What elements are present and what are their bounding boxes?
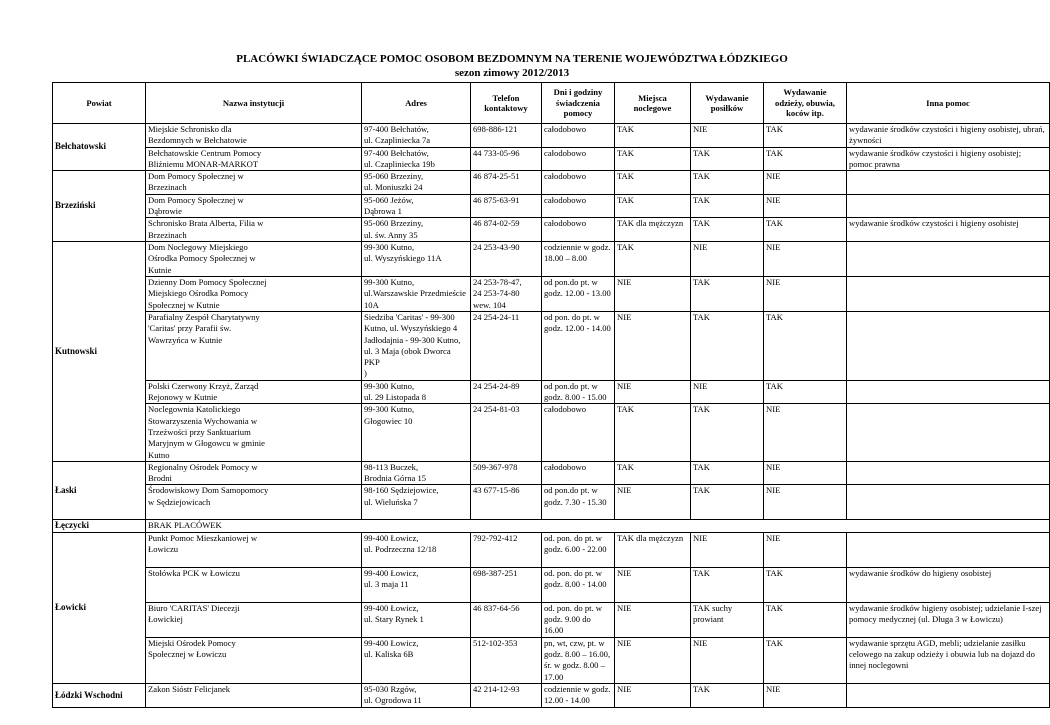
table-cell: 95-060 Brzeziny, ul. św. Anny 35 bbox=[362, 218, 471, 242]
table-cell: Parafialny Zespół Charytatywny 'Caritas' przy Parafii św. Wawrzyńca w Kutnie bbox=[146, 311, 362, 380]
table-cell: 99-400 Łowicz, ul. Podrzeczna 12/18 bbox=[362, 532, 471, 567]
column-header: Adres bbox=[362, 83, 471, 124]
table-cell: TAK bbox=[691, 683, 764, 707]
table-cell: NIE bbox=[615, 311, 691, 380]
table-row bbox=[53, 404, 1050, 461]
powiat-cell: Łódzki Wschodni bbox=[53, 683, 146, 707]
table-cell: 46 875-63-91 bbox=[471, 194, 542, 218]
table-cell: TAK bbox=[691, 147, 764, 171]
column-header: Powiat bbox=[53, 83, 146, 124]
table-cell: TAK bbox=[615, 171, 691, 195]
powiat-cell: Kutnowski bbox=[53, 241, 146, 461]
table-cell: całodobowo bbox=[542, 194, 615, 218]
table-cell: 95-060 Jeżów, Dąbrowa 1 bbox=[362, 194, 471, 218]
table-cell bbox=[847, 683, 1050, 707]
table-row bbox=[53, 241, 1050, 276]
table-cell: NIE bbox=[764, 404, 847, 461]
table-cell: 97-400 Bełchatów, ul. Czapliniecka 7a bbox=[362, 124, 471, 148]
table-cell: TAK bbox=[764, 124, 847, 148]
table-cell: TAK bbox=[691, 218, 764, 242]
table-cell: NIE bbox=[764, 485, 847, 520]
document-title: PLACÓWKI ŚWIADCZĄCE POMOC OSOBOM BEZDOMNYM NA TERENIE WOJEWÓDZTWA ŁÓDZKIEGO bbox=[236, 53, 788, 65]
table-cell: 792-792-412 bbox=[471, 532, 542, 567]
table-cell: 43 677-15-86 bbox=[471, 485, 542, 520]
table-cell: 95-060 Brzeziny, ul. Moniuszki 24 bbox=[362, 171, 471, 195]
table-cell: Miejski Ośrodek Pomocy Społecznej w Łowiczu bbox=[146, 637, 362, 683]
table-cell: całodobowo bbox=[542, 124, 615, 148]
table-cell bbox=[847, 380, 1050, 404]
table-row bbox=[53, 194, 1050, 218]
powiat-cell: Łowicki bbox=[53, 532, 146, 683]
table-cell: TAK bbox=[615, 461, 691, 485]
table-cell: TAK suchy prowiant bbox=[691, 602, 764, 637]
table-cell: TAK bbox=[691, 276, 764, 311]
table-cell: 97-400 Bełchatów, ul. Czapliniecka 19b bbox=[362, 147, 471, 171]
table-cell: wydawanie środków do higieny osobistej bbox=[847, 567, 1050, 602]
table-cell: NIE bbox=[764, 194, 847, 218]
table-row bbox=[53, 461, 1050, 485]
table-cell: 44 733-05-96 bbox=[471, 147, 542, 171]
table-cell: TAK bbox=[764, 380, 847, 404]
table-cell: TAK bbox=[691, 311, 764, 380]
table-cell: Biuro 'CARITAS' Diecezji Łowickiej bbox=[146, 602, 362, 637]
table-cell: Miejskie Schronisko dla Bezdomnych w Bełchatowie bbox=[146, 124, 362, 148]
table-cell: TAK bbox=[691, 485, 764, 520]
table-row bbox=[53, 683, 1050, 707]
table-cell: 24 254-24-89 bbox=[471, 380, 542, 404]
table-row bbox=[53, 485, 1050, 520]
table-cell: 95-030 Rzgów, ul. Ogrodowa 11 bbox=[362, 683, 471, 707]
table-row bbox=[53, 311, 1050, 380]
table-cell: TAK bbox=[615, 124, 691, 148]
table-cell: TAK bbox=[691, 404, 764, 461]
table-cell: 99-400 Łowicz, ul. Kaliska 6B bbox=[362, 637, 471, 683]
table-cell: od pon. do pt. w godz. 12.00 - 14.00 bbox=[542, 311, 615, 380]
table-cell: Zakon Sióstr Felicjanek bbox=[146, 683, 362, 707]
table-cell: 46 874-25-51 bbox=[471, 171, 542, 195]
table-cell: TAK bbox=[691, 461, 764, 485]
table-cell: wydawanie środków czystości i higieny osobistej bbox=[847, 218, 1050, 242]
table-cell: Dom Noclegowy Miejskiego Ośrodka Pomocy Społecznej w Kutnie bbox=[146, 241, 362, 276]
table-cell: od. pon. do pt. w godz. 8.00 - 14.00 bbox=[542, 567, 615, 602]
table-cell: 24 254-81-03 bbox=[471, 404, 542, 461]
table-cell: 24 253-78-47, 24 253-74-80 wew. 104 bbox=[471, 276, 542, 311]
table-cell: Stołówka PCK w Łowiczu bbox=[146, 567, 362, 602]
table-cell: TAK bbox=[764, 147, 847, 171]
table-cell bbox=[847, 311, 1050, 380]
table-row bbox=[53, 520, 1050, 532]
facilities-table bbox=[52, 82, 1050, 708]
table-cell: NIE bbox=[615, 683, 691, 707]
table-cell: 509-367-978 bbox=[471, 461, 542, 485]
table-cell: NIE bbox=[691, 637, 764, 683]
column-header: Inna pomoc bbox=[847, 83, 1050, 124]
table-cell: od. pon. do pt. w godz. 6.00 - 22.00 bbox=[542, 532, 615, 567]
table-cell: 46 837-64-56 bbox=[471, 602, 542, 637]
table-cell: TAK bbox=[764, 311, 847, 380]
table-cell: 42 214-12-93 bbox=[471, 683, 542, 707]
table-row bbox=[53, 147, 1050, 171]
table-row bbox=[53, 532, 1050, 567]
powiat-cell: Bełchatowski bbox=[53, 124, 146, 171]
table-cell: TAK bbox=[615, 404, 691, 461]
table-cell: 46 874-02-59 bbox=[471, 218, 542, 242]
table-cell: TAK dla mężczyzn bbox=[615, 218, 691, 242]
table-cell bbox=[847, 194, 1050, 218]
table-cell: 99-300 Kutno, Głogowiec 10 bbox=[362, 404, 471, 461]
table-row bbox=[53, 380, 1050, 404]
table-cell: Noclegownia Katolickiego Stowarzyszenia Wychowania w Trzeźwości przy Sanktuarium Maryjnym w Głogowcu w gminie Kutno bbox=[146, 404, 362, 461]
table-cell: codziennie w godz. 18.00 – 8.00 bbox=[542, 241, 615, 276]
table-cell: TAK bbox=[691, 171, 764, 195]
table-cell: NIE bbox=[691, 380, 764, 404]
table-body bbox=[53, 124, 1050, 708]
table-cell: TAK bbox=[764, 567, 847, 602]
table-cell: NIE bbox=[691, 532, 764, 567]
column-header: Nazwa instytucji bbox=[146, 83, 362, 124]
table-cell: 24 253-43-90 bbox=[471, 241, 542, 276]
table-cell: 98-160 Sędziejowice, ul. Wieluńska 7 bbox=[362, 485, 471, 520]
table-cell: Środowiskowy Dom Samopomocy w Sędziejowicach bbox=[146, 485, 362, 520]
table-cell bbox=[847, 171, 1050, 195]
table-cell: wydawanie środków czystości i higieny osobistej, ubrań, żywności bbox=[847, 124, 1050, 148]
table-cell: całodobowo bbox=[542, 147, 615, 171]
table-cell: TAK bbox=[764, 218, 847, 242]
table-cell: NIE bbox=[691, 124, 764, 148]
table-cell: NIE bbox=[615, 567, 691, 602]
table-cell: 698-387-251 bbox=[471, 567, 542, 602]
table-cell: NIE bbox=[615, 602, 691, 637]
table-cell: 698-886-121 bbox=[471, 124, 542, 148]
powiat-cell: Łaski bbox=[53, 461, 146, 520]
table-cell: 512-102-353 bbox=[471, 637, 542, 683]
table-cell: wydawanie środków czystości i higieny osobistej; pomoc prawna bbox=[847, 147, 1050, 171]
table-cell: TAK bbox=[615, 147, 691, 171]
table-row bbox=[53, 218, 1050, 242]
table-cell: NIE bbox=[615, 637, 691, 683]
column-header: Wydawanie posiłków bbox=[691, 83, 764, 124]
table-cell: Bełchatowskie Centrum Pomocy Bliźniemu MONAR-MARKOT bbox=[146, 147, 362, 171]
column-header: Dni i godziny świadczenia pomocy bbox=[542, 83, 615, 124]
column-header: Wydawanie odzieży, obuwia, koców itp. bbox=[764, 83, 847, 124]
table-cell: NIE bbox=[764, 532, 847, 567]
table-row bbox=[53, 602, 1050, 637]
table-cell bbox=[847, 461, 1050, 485]
table-cell: TAK bbox=[764, 602, 847, 637]
table-cell: Polski Czerwony Krzyż, Zarząd Rejonowy w Kutnie bbox=[146, 380, 362, 404]
document-subtitle: sezon zimowy 2012/2013 bbox=[454, 67, 570, 79]
table-cell: TAK bbox=[615, 194, 691, 218]
table-row bbox=[53, 276, 1050, 311]
table-cell: 99-400 Łowicz, ul. 3 maja 11 bbox=[362, 567, 471, 602]
table-cell: NIE bbox=[764, 276, 847, 311]
table-cell: Schronisko Brata Alberta, Filia w Brzezinach bbox=[146, 218, 362, 242]
table-cell: 99-300 Kutno, ul. 29 Listopada 8 bbox=[362, 380, 471, 404]
table-cell bbox=[847, 404, 1050, 461]
table-cell: pn, wt, czw, pt. w godz. 8.00 – 16.00, śr. w godz. 8.00 – 17.00 bbox=[542, 637, 615, 683]
table-cell: TAK bbox=[691, 194, 764, 218]
table-cell: całodobowo bbox=[542, 461, 615, 485]
table-cell: Regionalny Ośrodek Pomocy w Brodni bbox=[146, 461, 362, 485]
table-cell: 99-400 Łowicz, ul. Stary Rynek 1 bbox=[362, 602, 471, 637]
table-cell: 99-300 Kutno, ul.Warszawskie Przedmieście 10A bbox=[362, 276, 471, 311]
table-cell: od pon.do pt. w godz. 7.30 - 15.30 bbox=[542, 485, 615, 520]
table-cell: Punkt Pomoc Mieszkaniowej w Łowiczu bbox=[146, 532, 362, 567]
table-header-row bbox=[53, 83, 1050, 124]
table-cell: 24 254-24-11 bbox=[471, 311, 542, 380]
table-cell: Dzienny Dom Pomocy Społecznej Miejskiego Ośrodka Pomocy Społecznej w Kutnie bbox=[146, 276, 362, 311]
table-cell: TAK dla mężczyzn bbox=[615, 532, 691, 567]
table-cell: całodobowo bbox=[542, 218, 615, 242]
table-cell bbox=[847, 532, 1050, 567]
table-cell: NIE bbox=[764, 461, 847, 485]
table-cell: 98-113 Buczek, Brodnia Górna 15 bbox=[362, 461, 471, 485]
table-cell: TAK bbox=[615, 241, 691, 276]
table-row bbox=[53, 124, 1050, 148]
table-row bbox=[53, 567, 1050, 602]
table-cell: NIE bbox=[615, 485, 691, 520]
table-cell: wydawanie sprzętu AGD, mebli; udzielanie zasiłku celowego na zakup odzieży i obuwia lub na dojazd do innej noclegowni bbox=[847, 637, 1050, 683]
table-cell: od pon.do pt. w godz. 12.00 - 13.00 bbox=[542, 276, 615, 311]
table-cell: Siedziba 'Caritas' - 99-300 Kutno, ul. Wyszyńskiego 4 Jadłodajnia - 99-300 Kutno, ul. 3 Maja (obok Dworca PKP ) bbox=[362, 311, 471, 380]
table-cell: wydawanie środków higieny osobistej; udzielanie I-szej pomocy medycznej (ul. Długa 3 w Łowiczu) bbox=[847, 602, 1050, 637]
no-facilities-note: BRAK PLACÓWEK bbox=[146, 520, 1050, 532]
table-cell: od. pon. do pt. w godz. 9.00 do 16.00 bbox=[542, 602, 615, 637]
table-cell: TAK bbox=[764, 637, 847, 683]
table-row bbox=[53, 637, 1050, 683]
table-cell: NIE bbox=[615, 380, 691, 404]
table-cell: NIE bbox=[764, 241, 847, 276]
powiat-cell: Łęczycki bbox=[53, 520, 146, 532]
table-cell: codziennie w godz. 12.00 - 14.00 bbox=[542, 683, 615, 707]
table-cell: TAK bbox=[691, 567, 764, 602]
table-cell: NIE bbox=[764, 171, 847, 195]
table-row bbox=[53, 171, 1050, 195]
table-cell bbox=[847, 276, 1050, 311]
table-cell: NIE bbox=[615, 276, 691, 311]
table-cell: całodobowo bbox=[542, 171, 615, 195]
table-cell: NIE bbox=[691, 241, 764, 276]
column-header: Miejsca noclegowe bbox=[615, 83, 691, 124]
column-header: Telefon kontaktowy bbox=[471, 83, 542, 124]
powiat-cell: Brzeziński bbox=[53, 171, 146, 242]
table-cell: od pon.do pt. w godz. 8.00 - 15.00 bbox=[542, 380, 615, 404]
table-cell: 99-300 Kutno, ul. Wyszyńskiego 11A bbox=[362, 241, 471, 276]
table-cell: całodobowo bbox=[542, 404, 615, 461]
table-cell bbox=[847, 241, 1050, 276]
table-cell: Dom Pomocy Społecznej w Brzezinach bbox=[146, 171, 362, 195]
table-cell: Dom Pomocy Społecznej w Dąbrowie bbox=[146, 194, 362, 218]
table-cell: NIE bbox=[764, 683, 847, 707]
table-cell bbox=[847, 485, 1050, 520]
